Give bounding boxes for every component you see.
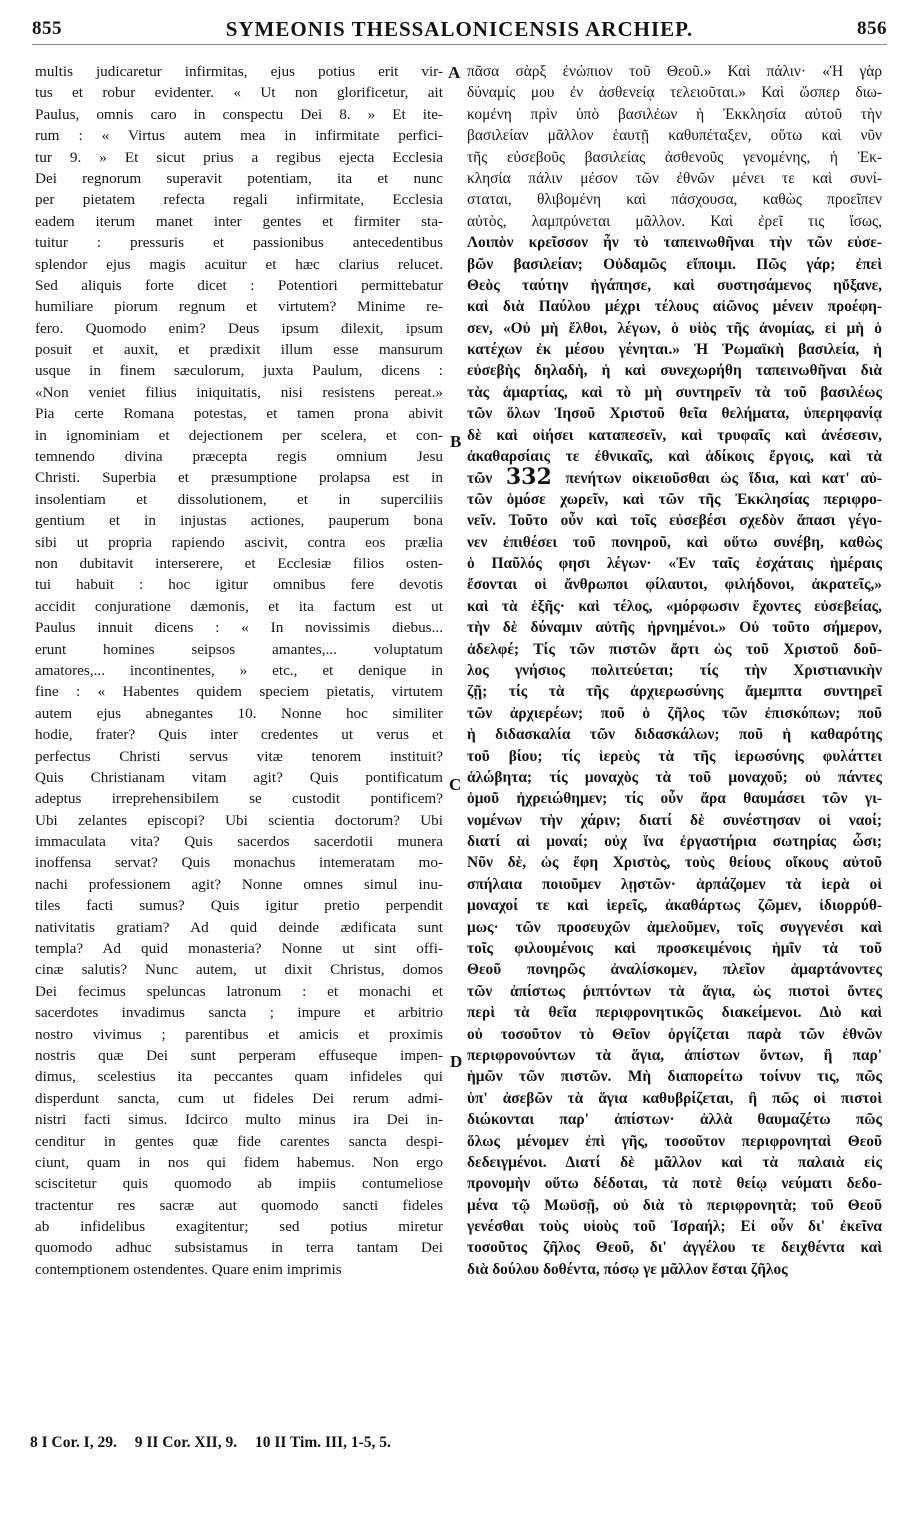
running-header xyxy=(32,12,887,46)
greek-text-line: ὁ Παῦλός φησι λέγων· «Ἐν ταῖς ἐσχάταις ἡμέραις xyxy=(467,554,882,572)
greek-text-line: ὁμοῦ ἠχρειώθημεν; τίς οὖν ἄρα θαυμάσει τῶν γι- xyxy=(467,790,882,808)
greek-text-line: διώκονται παρ' ἀπίστων· ἀλλὰ θαυμαζέτω πῶς xyxy=(467,1111,882,1129)
greek-text-line: λος γνήσιος πολιτεύεται; τίς τὴν Χριστιανικὴν xyxy=(467,661,882,679)
latin-text-line: Pia certe Romana potestas, et tamen prona abivit xyxy=(35,405,443,423)
latin-text-line: immaculata vita? Quis sacerdos sacerdotii munera xyxy=(35,833,443,851)
latin-text-line: Ubi zelantes episcopi? Ubi scientia doctorum? Ubi xyxy=(35,811,443,829)
latin-text-line: humiliare piorum regnum et virtutem? Minime re- xyxy=(35,298,443,316)
latin-text-line: contemptionem ostendentes. Quare enim imprimis xyxy=(35,1260,342,1278)
greek-text-line: μοναχοί τε καὶ ἱερεῖς, ἀκαθάρτως ζῶμεν, ἰδιορρύθ- xyxy=(467,897,882,915)
greek-text-line: διατί αἱ μοναί; οὐχ ἵνα ἐργαστήρια σωτηρίας ὦσι; xyxy=(467,833,882,851)
left-page-number: 855 xyxy=(32,18,62,39)
latin-text-line: Christi. Superbia et præsumptione prolapsa est in xyxy=(35,469,443,487)
section-letter-c: C xyxy=(449,775,462,794)
greek-text-line: καὶ τὰ ἑξῆς· καὶ τέλος, «μόρφωσιν ἔχοντες εὐσεβείας, xyxy=(467,597,882,615)
greek-text-line: τὰς ἁμαρτίας, καὶ τὸ μὴ συντηρεῖν τὰ τοῦ βασιλέως xyxy=(467,383,882,401)
greek-text-line: οὐ τοσοῦτον τὸ Θεῖον ὀργίζεται παρὰ τῶν ἐθνῶν xyxy=(467,1025,882,1043)
latin-text-line: quomodo adhuc subsistamus in terra tantam Dei xyxy=(35,1239,443,1257)
latin-text-line: adeptus irreprehensibilem se custodit pontificem? xyxy=(35,790,443,808)
section-letter-a: A xyxy=(448,63,461,82)
latin-text-line: tuitur : pressuris et passionibus antecedentibus xyxy=(35,234,443,252)
greek-text-line: κομένη πρὶν ὑπὸ βασιλέων ἡ Ἐκκλησία αὐτοῦ τὴν xyxy=(467,105,882,123)
latin-text-line: tui habuit : hoc igitur omnibus fere devotis xyxy=(35,576,443,594)
latin-text-line: erunt homines seipsos amantes,... voluptatum xyxy=(35,640,443,658)
greek-text-line: τῶν 332 πενήτων οἰκειοῦσθαι ὡς ἴδια, καὶ κατ' αὐ- xyxy=(467,464,882,491)
greek-text-line: ἡμῶν τῶν πιστῶν. Μὴ διαπορείτω τοίνυν τις, πῶς xyxy=(467,1068,882,1086)
greek-text-line: Θεὸς ταύτην ἠγάπησε, καὶ συστησάμενος ηὔξανε, xyxy=(467,276,882,294)
greek-text-line: γενέσθαι τοὺς υἱοὺς τοῦ Ἰσραήλ; Εἰ οὖν δι' ἐκεῖνα xyxy=(467,1218,882,1236)
latin-text-line: Dei fecimus speluncas latronum : et monachi et xyxy=(35,982,443,1000)
greek-text-line: σπήλαια ποιοῦμεν λῃστῶν· ἁρπάζομεν τὰ ἱερὰ οἱ xyxy=(467,875,882,893)
latin-text-line: Dei regnorum superavit potentiam, ita et nunc xyxy=(35,169,443,187)
greek-text-line: νομένων τὴν χάριν; διατί δὲ συνέστησαν οἱ ναοί; xyxy=(467,811,882,829)
latin-text-line: nostro vivimus ; parentibus et amicis et proximis xyxy=(35,1025,443,1043)
greek-text-line: ζῇ; τίς τὰ τῆς ἀρχιερωσύνης ἄμεμπτα συντηρεῖ xyxy=(467,683,882,701)
latin-text-line: tus et robur evidenter. « Ut non glorificetur, ait xyxy=(35,84,443,102)
footnotes xyxy=(30,1434,630,1452)
greek-text-line: Νῦν δὲ, ὡς ἔφη Χριστὸς, τοὺς θείους οἴκους αὐτοῦ xyxy=(467,854,882,872)
latin-text-line: nistri facti simus. Idcirco multo minus ira Dei in- xyxy=(35,1111,443,1129)
footnote-8: 8 I Cor. I, 29. xyxy=(30,1434,117,1451)
greek-text-line: κατέχων ἐκ μέσου γένηται.» Ἡ Ῥωμαϊκὴ βασιλεία, ἡ xyxy=(467,341,882,359)
greek-text-line: δὲ καὶ οἰήσει καταπεσεῖν, καὶ τρυφαῖς καὶ ἀνέσεσιν, xyxy=(467,426,882,444)
latin-text-line: nostris quæ Dei sunt perperam effuseque impen- xyxy=(35,1046,443,1064)
greek-text-line: τοῖς φιλουμένοις καὶ προσκειμένοις ἡμῖν τὰ τοῦ xyxy=(467,940,882,958)
latin-text-line: Sed aliquis forte dicet : Potentiori permittebatur xyxy=(35,276,443,294)
greek-text-line: τοῦ βίου; τίς ἱερεὺς τὰ τῆς ἱερωσύνης φυλάττει xyxy=(467,747,882,765)
greek-text-line: πᾶσα σὰρξ ἐνώπιον τοῦ Θεοῦ.» Καὶ πάλιν· «Ἡ γὰρ xyxy=(467,63,882,80)
latin-text-line: sciscitetur quis quomodo ab impiis contumeliose xyxy=(35,1175,443,1193)
greek-text-line: ἀκαθαρσίαις τε ἐθνικαῖς, καὶ ἀδίκοις ἔργοις, καὶ τὰ xyxy=(467,448,882,466)
greek-text-line: τοσοῦτος ζῆλος Θεοῦ, δι' ἀγγέλου τε δειχθέντα καὶ xyxy=(467,1239,882,1257)
greek-text-line: μένα τῷ Μωϋσῇ, οὐ διὰ τὸ περιφρονητὰ; τοῦ Θεοῦ xyxy=(467,1196,882,1214)
latin-text-line: nachi professionem agit? Nonne omnes simul inu- xyxy=(35,875,443,893)
latin-text-line: sacerdotes invadimus sancta ; impure et arbitrio xyxy=(35,1004,443,1022)
latin-text-line: tiles facti sumus? Quis igitur pretio perpendit xyxy=(35,897,443,915)
column-number: 332 xyxy=(505,464,552,491)
latin-text-line: eadem iterum manet inter gentes et firmiter sta- xyxy=(35,212,443,230)
latin-text-line: inoffensa servat? Quis monachus intemeratam mo- xyxy=(35,854,443,872)
latin-text-line: templa? Ad quid monasteria? Nonne ut sint offi- xyxy=(35,940,443,958)
latin-text-line: gentium et in injustas actiones, pauperum bona xyxy=(35,512,443,530)
latin-text-line: per pietatem refecta regali infirmitate, Ecclesia xyxy=(35,191,443,209)
greek-text-line: καὶ διὰ Παύλου μέχρι τέλους αἰῶνος μένειν προέφη- xyxy=(467,298,882,316)
greek-text-line: ἡ διδασκαλία τῶν διδασκάλων; ποῦ ἡ καθαρότης xyxy=(467,726,882,744)
footnote-9: 9 II Cor. XII, 9. xyxy=(134,1434,238,1451)
greek-text-line: νεῖν. Τοῦτο οὖν καὶ τοῖς εὐσεβέσι σχεδὸν ἅπασι γέγο- xyxy=(467,512,882,530)
greek-text-line: Λοιπὸν κρεῖσσον ἦν τὸ ταπεινωθῆναι τὴν τῶν εὐσε- xyxy=(467,234,882,252)
greek-text-line: προνομὴν οὕτω δέδοται, τὰ ποτὲ θείῳ νεύματι δεδο- xyxy=(467,1175,882,1193)
latin-text-line: sibi ut propria rapiendo ascivit, contra eos prælia xyxy=(35,533,443,551)
greek-text-line: δύναμίς μου ἐν ἀσθενείᾳ τελειοῦται.» Καὶ ὥσπερ διω- xyxy=(467,84,882,102)
greek-text-line: τῶν ὅλων Ἰησοῦ Χριστοῦ θεῖα θελήματα, ὑπερηφανίᾳ xyxy=(467,405,882,423)
footnote-10: 10 II Tim. III, 1-5, 5. xyxy=(254,1434,391,1451)
latin-text-line: cenditur in gentes quæ fide carentes sancta despi- xyxy=(35,1132,443,1150)
greek-text-line: βασιλείαν μᾶλλον ἑαυτῇ καθυπέταξεν, οὕτω καὶ νῦν xyxy=(467,127,882,145)
latin-text-line: non dubitavit interserere, et Ecclesiæ filios osten- xyxy=(35,554,443,572)
latin-text-line: fine : « Habentes quidem speciem pietatis, virtutem xyxy=(35,683,443,701)
greek-column xyxy=(467,61,882,1280)
greek-text-line: σεν, «Οὐ μὴ ἔλθοι, λέγων, ὁ υἱὸς τῆς ἀνομίας, εἰ μὴ ὁ xyxy=(467,319,882,337)
latin-text-line: tractentur res sacræ aut quomodo sancti fideles xyxy=(35,1196,443,1214)
latin-text-line: nativitatis gratiam? Ad quid deinde ædificata sunt xyxy=(35,918,443,936)
latin-text-line: Paulus, omnis caro in conspectu Dei 8. » Et ite- xyxy=(35,105,443,123)
latin-text-line: «Non veniet filius iniquitatis, nisi resistens pereat.» xyxy=(35,383,443,401)
latin-text-line: perfectus Christi servus vitæ tenorem instituit? xyxy=(35,747,443,765)
latin-text-line: Quis Christianam vitam agit? Quis pontificatum xyxy=(35,768,443,786)
greek-text-line: τῶν ἀρχιερέων; ποῦ ὁ ζῆλος τῶν ἐπισκόπων; ποῦ xyxy=(467,704,882,722)
latin-text-line: rum : « Virtus autem mea in infirmitate perfici- xyxy=(35,127,443,145)
greek-text-line: ἔσονται οἱ ἄνθρωποι φίλαυτοι, φιλήδονοι, ἀκρατεῖς,» xyxy=(467,576,882,594)
greek-text-line: αὐτὸς, λαμπρύνεται μᾶλλον. Καὶ ἐρεῖ τις ἴσως, xyxy=(467,212,882,230)
latin-text-line: temnendo divina præcepta regis omnium Jesu xyxy=(35,448,443,466)
latin-text-line: Paulus innuit dicens : « In novissimis diebus... xyxy=(35,619,443,637)
latin-text-line: tur 9. » Et sicut prius a regibus ejecta Ecclesia xyxy=(35,148,443,166)
latin-column xyxy=(35,61,443,1280)
running-title: SYMEONIS THESSALONICENSIS ARCHIEP. xyxy=(225,17,694,41)
greek-text-line: τῆς εὐσεβοῦς βασιλείας ἀσθενοῦς γενομένης, ἡ Ἐκ- xyxy=(467,148,882,166)
greek-text-line: Θεοῦ πονηρῶς ἀναλίσκομεν, πλεῖον ἁμαρτάνοντες xyxy=(467,961,882,979)
greek-text-line: τὴν δὲ δύναμιν αὐτῆς ἠρνημένοι.» Οὐ τοῦτο σήμερον, xyxy=(467,619,882,637)
latin-text-line: autem ejus abnegantes 10. Nonne hoc similiter xyxy=(35,704,443,722)
latin-text-line: in ignominiam et dejectionem per scelera, et con- xyxy=(35,426,443,444)
latin-text-line: ciunt, quam in nos qui fidem habemus. Non ergo xyxy=(35,1153,443,1171)
greek-text-line: δεδειγμένοι. Διατί δὲ μᾶλλον καὶ τὰ παλαιὰ εἰς xyxy=(467,1153,882,1171)
greek-text-line: βῶν βασιλείαν; Οὐδαμῶς εἴποιμι. Πῶς γάρ; ἐπεὶ xyxy=(467,255,882,273)
latin-text-line: ab infidelibus exagitentur; sed potius miretur xyxy=(35,1218,443,1236)
greek-text-line: νεν ἐπιθέσει τοῦ πονηροῦ, καὶ οὕτω συνέβη, καθὼς xyxy=(467,533,882,551)
greek-text-line: τῶν ἀπίστως ῥιπτόντων τὰ ἅγια, ὡς πιστοὶ ὄντες xyxy=(467,982,882,1000)
greek-text-line: ὅλως μένομεν ἐπὶ γῆς, τοσοῦτον περιφρονηταὶ Θεοῦ xyxy=(467,1132,882,1150)
latin-text-line: disperdunt sancta, cum ut fideles Dei rerum admi- xyxy=(35,1089,443,1107)
greek-text-line: διὰ δούλου δοθέντα, πόσῳ γε μᾶλλον ἔσται ζῆλος xyxy=(467,1260,788,1278)
section-letter-d: D xyxy=(450,1052,463,1071)
greek-text-line: περιφρονούντων τὰ ἅγια, ἀπίστων ὄντων, ἢ παρ' xyxy=(467,1046,882,1064)
latin-text-line: insolentiam et dissolutionem, et in superciliis xyxy=(35,490,443,508)
latin-text-line: posuit et auxit, et prædixit illum esse mansurum xyxy=(35,341,443,359)
latin-text-line: fero. Quomodo enim? Deus ipsum dilexit, ipsum xyxy=(35,319,443,337)
greek-text-line: σταται, θλιβομένη καὶ πάσχουσα, καθὼς προεῖπεν xyxy=(467,191,882,209)
greek-text-line: ἀλώβητα; τίς μοναχὸς τὰ τοῦ μοναχοῦ; οὐ πάντες xyxy=(467,768,882,786)
greek-text-line: ὑπ' ἀσεβῶν τὰ ἅγια καθυβρίζεται, ἢ πῶς οἱ πιστοὶ xyxy=(467,1089,882,1107)
greek-text-line: ἀδελφέ; Τίς τῶν πιστῶν ἄρτι ὡς τοῦ Χριστοῦ δοῦ- xyxy=(467,640,882,658)
latin-text-line: cinæ salutis? Nunc autem, ut dixit Christus, domos xyxy=(35,961,443,979)
latin-text-line: amatores,... incontinentes, » etc., et denique in xyxy=(35,661,443,679)
greek-text-line: μως· τῶν προσευχῶν ἀμελοῦμεν, τοῖς συγγενέσι καὶ xyxy=(467,918,882,936)
greek-text-line: τῶν ὁμόσε χωρεῖν, καὶ τῶν τῆς Ἐκκλησίας περιφρο- xyxy=(467,490,882,508)
latin-text-line: dimus, scelestius ita peccantes quam infideles qui xyxy=(35,1068,443,1086)
latin-text-line: multis judicaretur infirmitas, ejus potius erit vir- xyxy=(35,63,443,80)
section-letter-b: B xyxy=(450,432,462,451)
header-rule xyxy=(32,44,887,45)
greek-text-line: κλησία πάλιν μέσον τῶν ἐθνῶν μένει τε καὶ συνί- xyxy=(467,169,882,187)
greek-text-line: εὐσεβὴς δηλαδὴ, ἡ καὶ συνεχωρήθη ταπεινωθῆναι διὰ xyxy=(467,362,882,380)
greek-text-line: περὶ τὰ θεῖα περιφρονητικῶς διακείμενοι. Διὸ καὶ xyxy=(467,1004,882,1022)
latin-text-line: hodie, frater? Quis inter credentes ut verus et xyxy=(35,726,443,744)
latin-text-line: usque in finem sæculorum, juxta Paulum, dicens : xyxy=(35,362,443,380)
right-page-number: 856 xyxy=(857,18,887,39)
latin-text-line: accidit conjuratione dæmonis, et ita factum est ut xyxy=(35,597,443,615)
latin-text-line: splendor ejus magis acuitur et hæc clarius relucet. xyxy=(35,255,443,273)
